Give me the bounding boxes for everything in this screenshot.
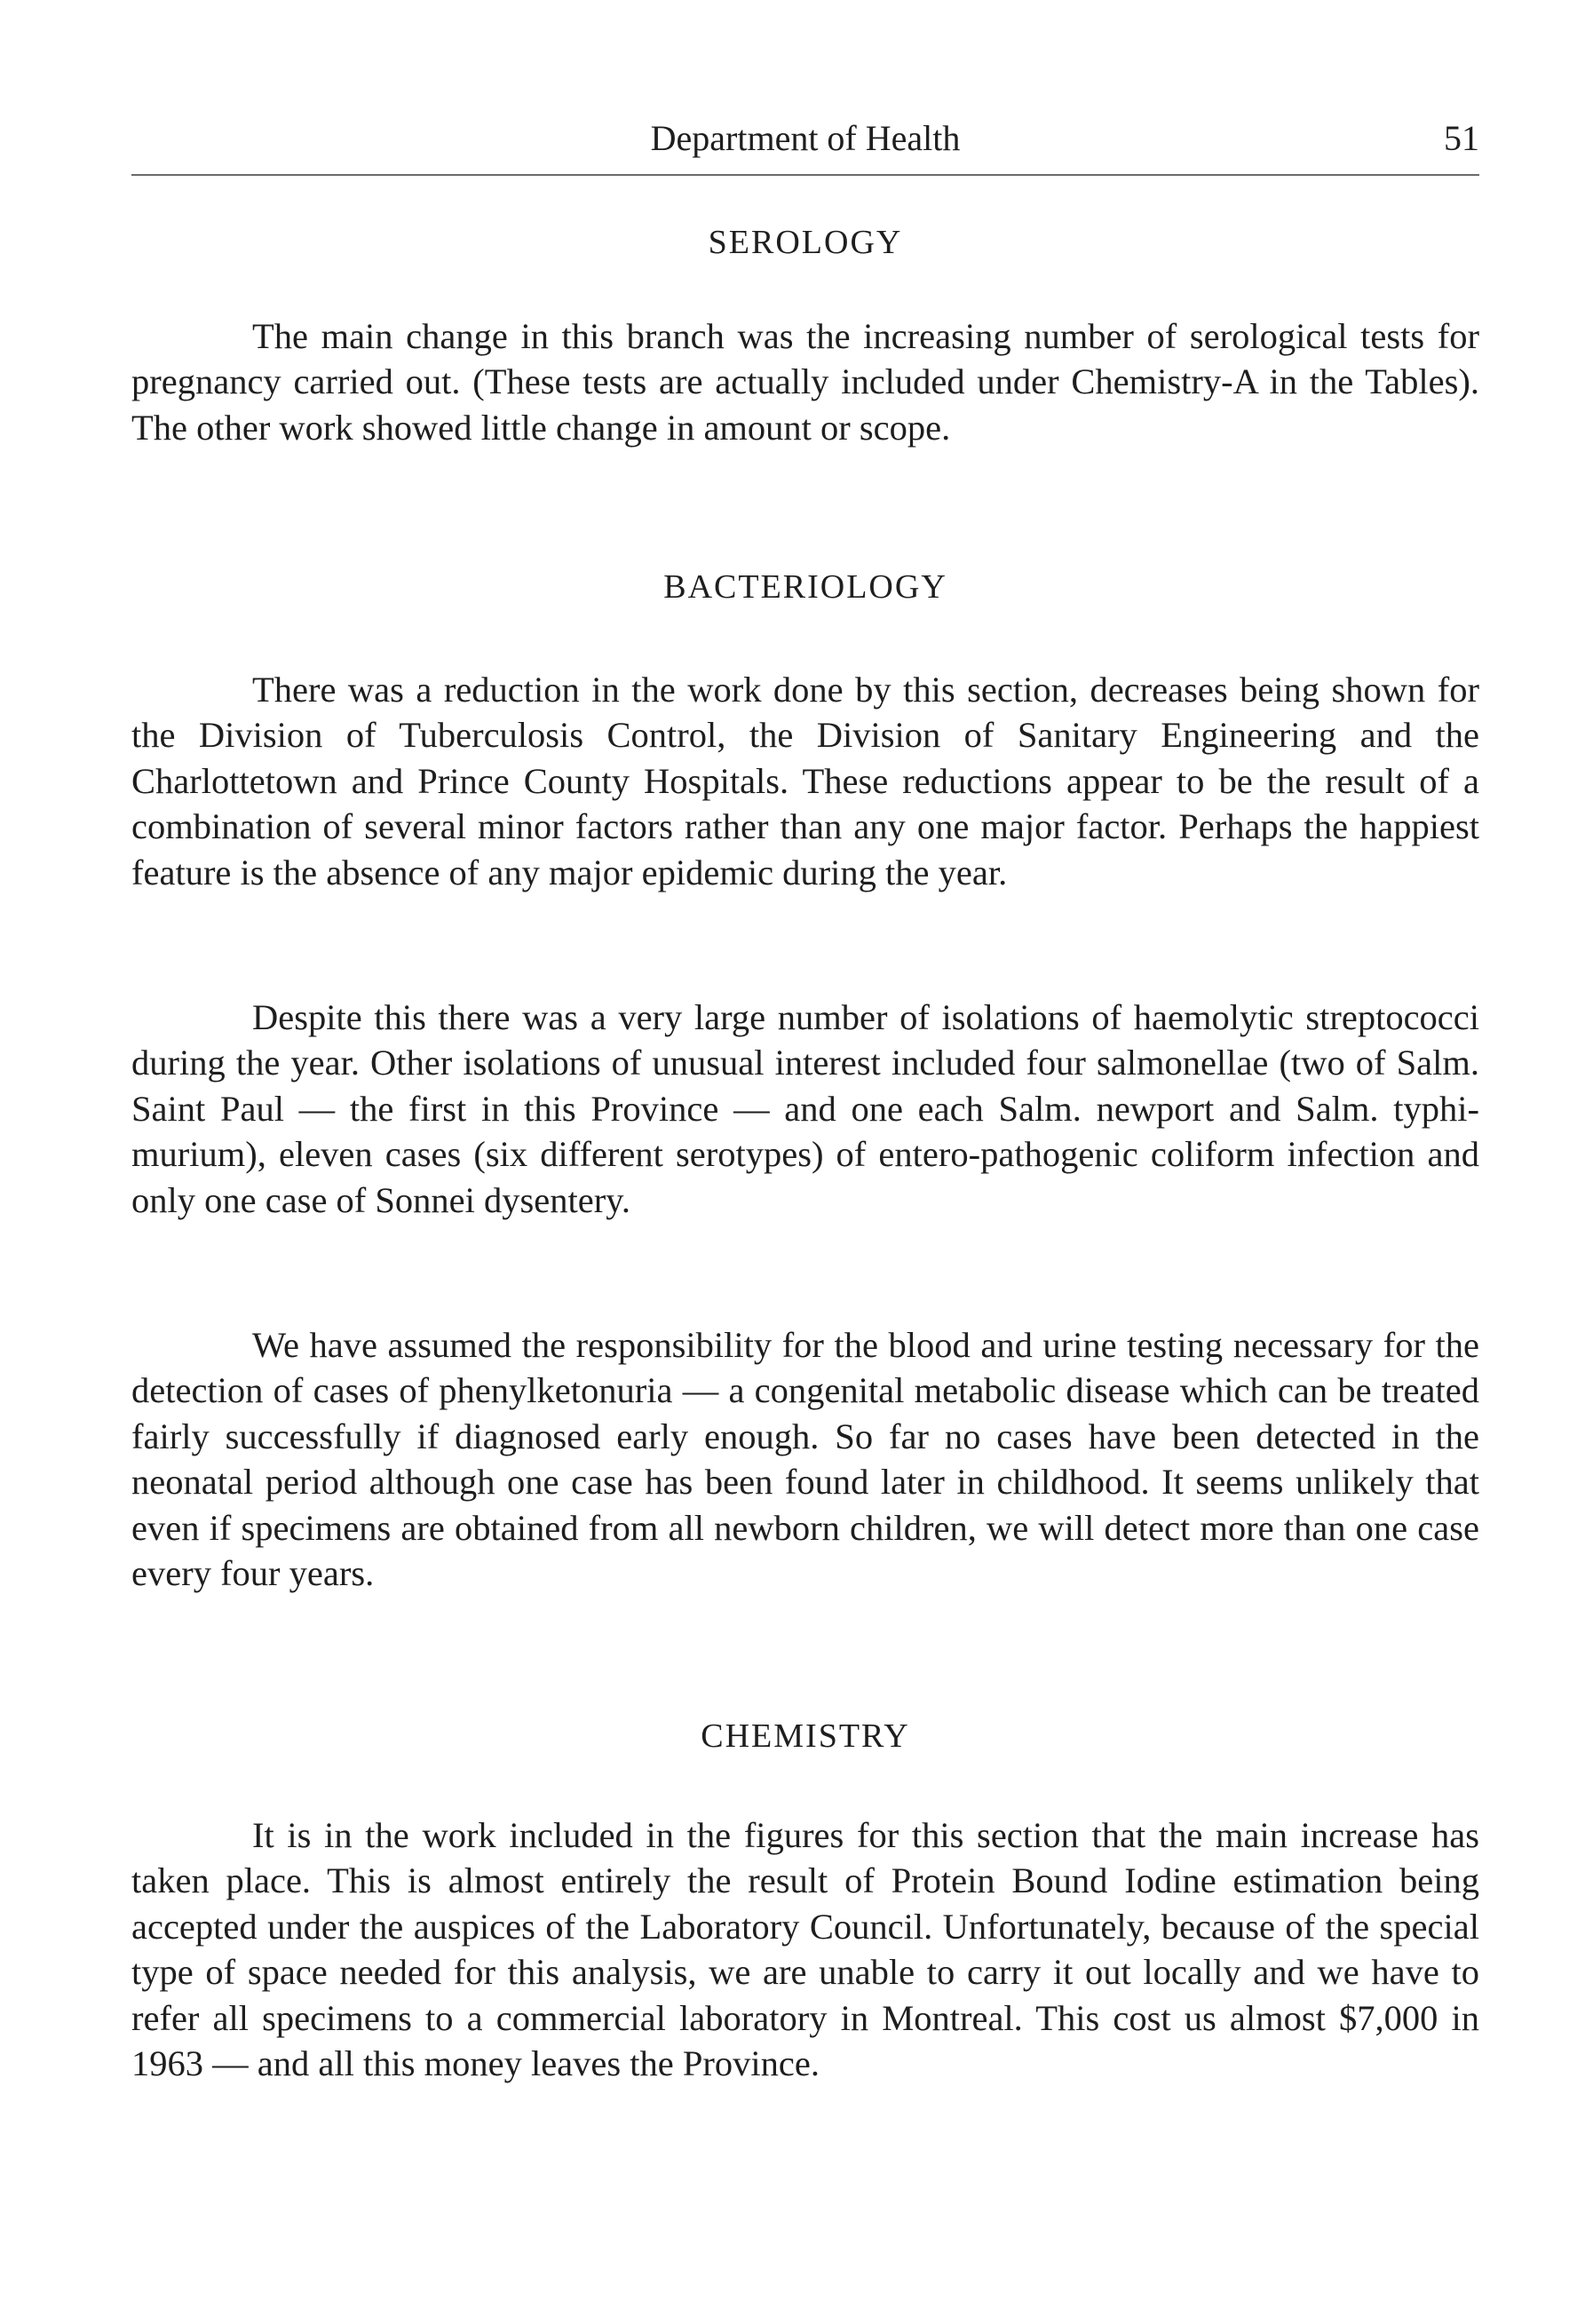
header-rule	[131, 174, 1479, 176]
bacteriology-paragraph-1: There was a reduction in the work done by this section, decreases being shown for the Division of Tuberculosis Control, the Division of Sanitary Engineering and the Charlottetown and Prince County Hospitals. These reductions appear to be the result of a combination of several minor factors rather than any one major factor. Perhaps the happiest feature is the absence of any major epidemic during the year.	[131, 670, 1479, 892]
running-header	[131, 114, 1479, 163]
section-heading-chemistry: CHEMISTRY	[701, 1717, 910, 1755]
chemistry-paragraph-1: It is in the work included in the figures for this section that the main increase has taken place. This is almost entirely the result of Protein Bound Iodine estimation being accepted under the auspices of the Laboratory Council. Unfortunately, because of the special type of space needed for this analysis, we are unable to carry it out locally and we have to refer all specimens to a commercial laboratory in Montreal. This cost us almost $7,000 in 1963 — and all this money leaves the Province.	[131, 1815, 1479, 2084]
section-heading-bacteriology: BACTERIOLOGY	[663, 568, 947, 606]
serology-paragraph-1: The main change in this branch was the increasing number of serological tests for pregnancy carried out. (These tests are actually included under Chemistry-A in the Tables). The other work showed little change in amount or scope.	[131, 316, 1479, 448]
page-number: 51	[1444, 118, 1479, 158]
running-title: Department of Health	[650, 118, 961, 158]
bacteriology-paragraph-3: We have assumed the responsibility for the blood and urine testing necessary for the detection of cases of phenylketonuria — a congenital metabolic disease which can be treated fairly successfully if diagnosed early enough. So far no cases have been detected in the neonatal period although one case has been found later in childhood. It seems unlikely that even if specimens are obtained from all newborn children, we will detect more than one case every four years.	[131, 1325, 1479, 1594]
section-heading-serology: SEROLOGY	[708, 224, 903, 261]
bacteriology-paragraph-2: Despite this there was a very large number of isolations of haemolytic streptococci during the year. Other isolations of unusual interest included four salmonellae (two of Salm. Saint Paul — the first in this Province — and one each Salm. newport and Salm. typhi-murium), eleven cases (six different serotypes) of entero-pathogenic coliform infection and only one case of Sonnei dysentery.	[131, 997, 1479, 1220]
